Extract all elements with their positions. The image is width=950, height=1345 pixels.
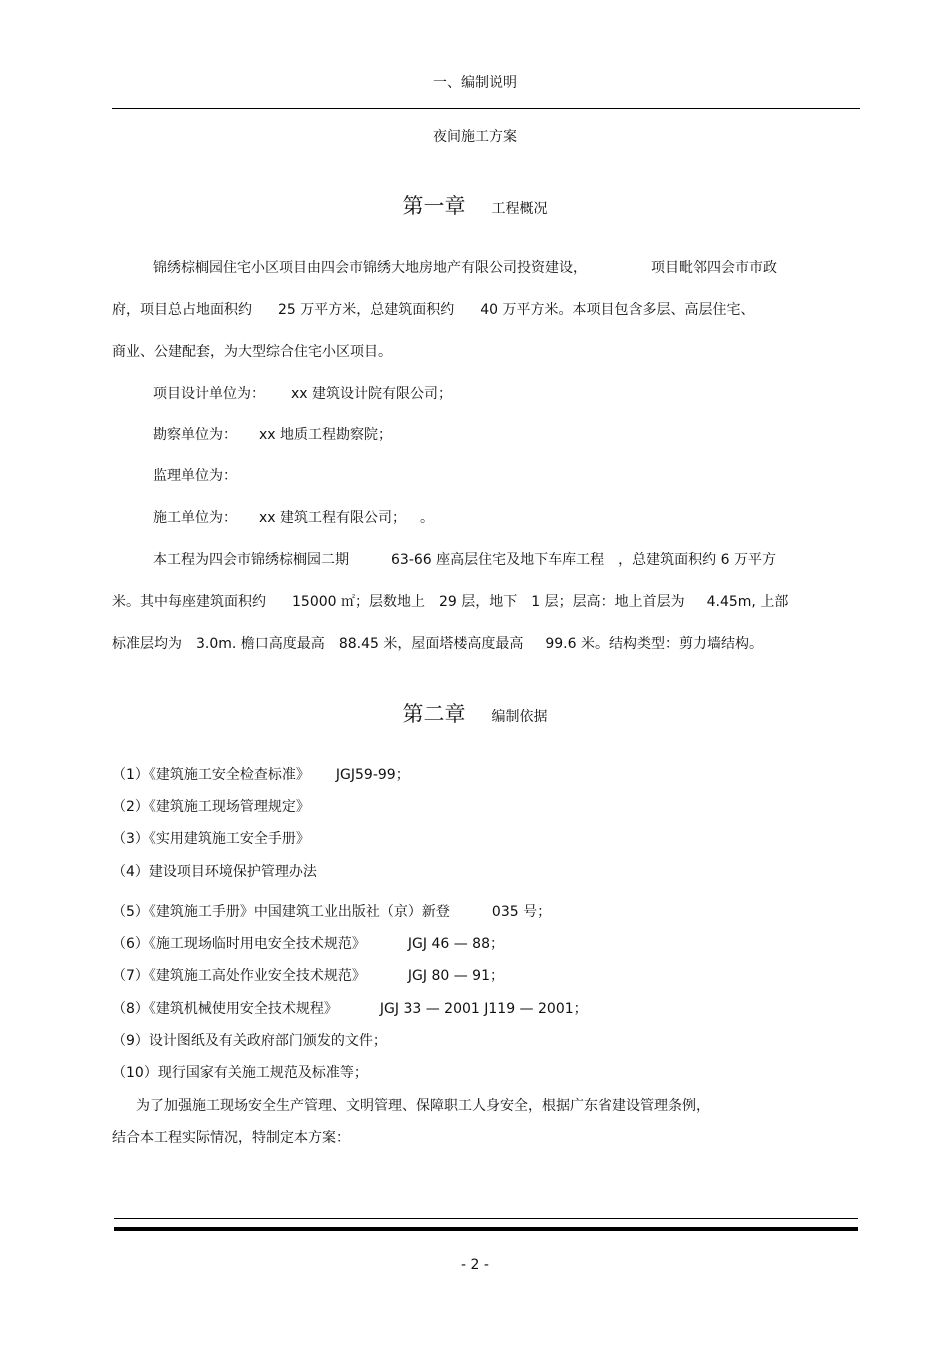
construction-unit-line bbox=[153, 508, 860, 528]
text-run: （4）建设项目环境保护管理办法 bbox=[112, 864, 317, 880]
para2-line1 bbox=[153, 550, 860, 570]
closing-line-1: 为了加强施工现场安全生产管理、文明管理、保障职工人身安全，根据广东省建设管理条例， bbox=[136, 1098, 710, 1114]
text-run: （6）《施工现场临时用电安全技术规范》 bbox=[112, 936, 366, 952]
para1-line1 bbox=[153, 258, 860, 278]
text-run: 。 bbox=[420, 510, 435, 526]
text-run: JGJ59-99； bbox=[335, 767, 410, 783]
page-number: - 2 - bbox=[461, 1257, 489, 1273]
text-run: JGJ 80 — 91； bbox=[407, 968, 504, 984]
text-run: 本工程为四会市锦绣棕榈园二期 bbox=[153, 552, 349, 568]
construction-unit-label: 施工单位为： bbox=[153, 510, 237, 526]
text-run: （7）《建筑施工高处作业安全技术规范》 bbox=[112, 968, 366, 984]
basis-item-7 bbox=[112, 966, 860, 986]
basis-item-9 bbox=[112, 1031, 860, 1051]
text-run: （9）设计图纸及有关政府部门颁发的文件； bbox=[112, 1033, 387, 1049]
text-run: （3）《实用建筑施工安全手册》 bbox=[112, 831, 310, 847]
chapter-2-heading bbox=[0, 698, 950, 728]
text-run: 035 号； bbox=[491, 904, 552, 920]
text-run: （10）现行国家有关施工规范及标准等； bbox=[112, 1065, 368, 1081]
basis-item-3 bbox=[112, 829, 860, 849]
design-unit-label: 项目设计单位为： bbox=[153, 386, 265, 402]
supervisor-unit-line: 监理单位为： bbox=[153, 468, 237, 484]
text-run: 29 层，地下 bbox=[439, 594, 518, 610]
text-run: 88.45 米，屋面塔楼高度最高 bbox=[338, 636, 524, 652]
text-run: JGJ 46 — 88； bbox=[407, 936, 504, 952]
basis-item-1 bbox=[112, 765, 860, 785]
chapter-2-name: 编制依据 bbox=[491, 709, 548, 725]
footer-rule-thin bbox=[114, 1218, 858, 1219]
text-run: 15000 ㎡；层数地上 bbox=[292, 594, 425, 610]
text-run: 标准层均为 bbox=[112, 636, 182, 652]
survey-unit-value: xx 地质工程勘察院； bbox=[259, 427, 393, 443]
para1-line2 bbox=[112, 300, 860, 320]
basis-item-2 bbox=[112, 797, 860, 817]
text-run: 4.45m, 上部 bbox=[706, 594, 789, 610]
construction-unit-value: xx 建筑工程有限公司； bbox=[259, 510, 407, 526]
para2-line2 bbox=[112, 592, 860, 612]
design-unit-line bbox=[153, 384, 860, 404]
text-run: 锦绣棕榈园住宅小区项目由四会市锦绣大地房地产有限公司投资建设， bbox=[153, 260, 587, 276]
chapter-1-name: 工程概况 bbox=[491, 201, 548, 217]
text-run: 项目毗邻四会市市政 bbox=[651, 260, 777, 276]
running-header: 一、编制说明 bbox=[433, 75, 517, 91]
document-title: 夜间施工方案 bbox=[433, 129, 517, 145]
footer-rule-thick bbox=[114, 1227, 858, 1231]
text-run: （2）《建筑施工现场管理规定》 bbox=[112, 799, 310, 815]
text-run: 99.6 米。结构类型：剪力墙结构。 bbox=[545, 636, 763, 652]
text-run: （1）《建筑施工安全检查标准》 bbox=[112, 767, 310, 783]
text-run: JGJ 33 — 2001 J119 — 2001； bbox=[379, 1001, 588, 1017]
text-run: ，总建筑面积约 6 万平方 bbox=[618, 552, 776, 568]
survey-unit-line bbox=[153, 425, 860, 445]
text-run: （5）《建筑施工手册》中国建筑工业出版社（京）新登 bbox=[112, 904, 450, 920]
text-run: 米。其中每座建筑面积约 bbox=[112, 594, 266, 610]
basis-item-6 bbox=[112, 934, 860, 954]
text-run: 3.0m. 檐口高度最高 bbox=[196, 636, 325, 652]
text-run: （8）《建筑机械使用安全技术规程》 bbox=[112, 1001, 338, 1017]
chapter-2-number: 第二章 bbox=[402, 702, 466, 726]
chapter-1-number: 第一章 bbox=[402, 194, 466, 218]
text-run: 40 万平方米。本项目包含多层、高层住宅、 bbox=[480, 302, 755, 318]
header-rule bbox=[112, 108, 860, 109]
survey-unit-label: 勘察单位为： bbox=[153, 427, 237, 443]
para2-line3 bbox=[112, 634, 860, 654]
design-unit-value: xx 建筑设计院有限公司； bbox=[291, 386, 453, 402]
closing-line-2: 结合本工程实际情况，特制定本方案： bbox=[112, 1130, 350, 1146]
basis-item-10 bbox=[112, 1063, 860, 1083]
para1-line3: 商业、公建配套，为大型综合住宅小区项目。 bbox=[112, 344, 392, 360]
text-run: 25 万平方米，总建筑面积约 bbox=[278, 302, 455, 318]
basis-item-5 bbox=[112, 902, 860, 922]
basis-item-8 bbox=[112, 999, 860, 1019]
text-run: 府，项目总占地面积约 bbox=[112, 302, 252, 318]
chapter-1-heading bbox=[0, 190, 950, 220]
text-run: 63-66 座高层住宅及地下车库工程 bbox=[391, 552, 605, 568]
basis-item-4 bbox=[112, 862, 860, 882]
text-run: 1 层；层高：地上首层为 bbox=[531, 594, 685, 610]
